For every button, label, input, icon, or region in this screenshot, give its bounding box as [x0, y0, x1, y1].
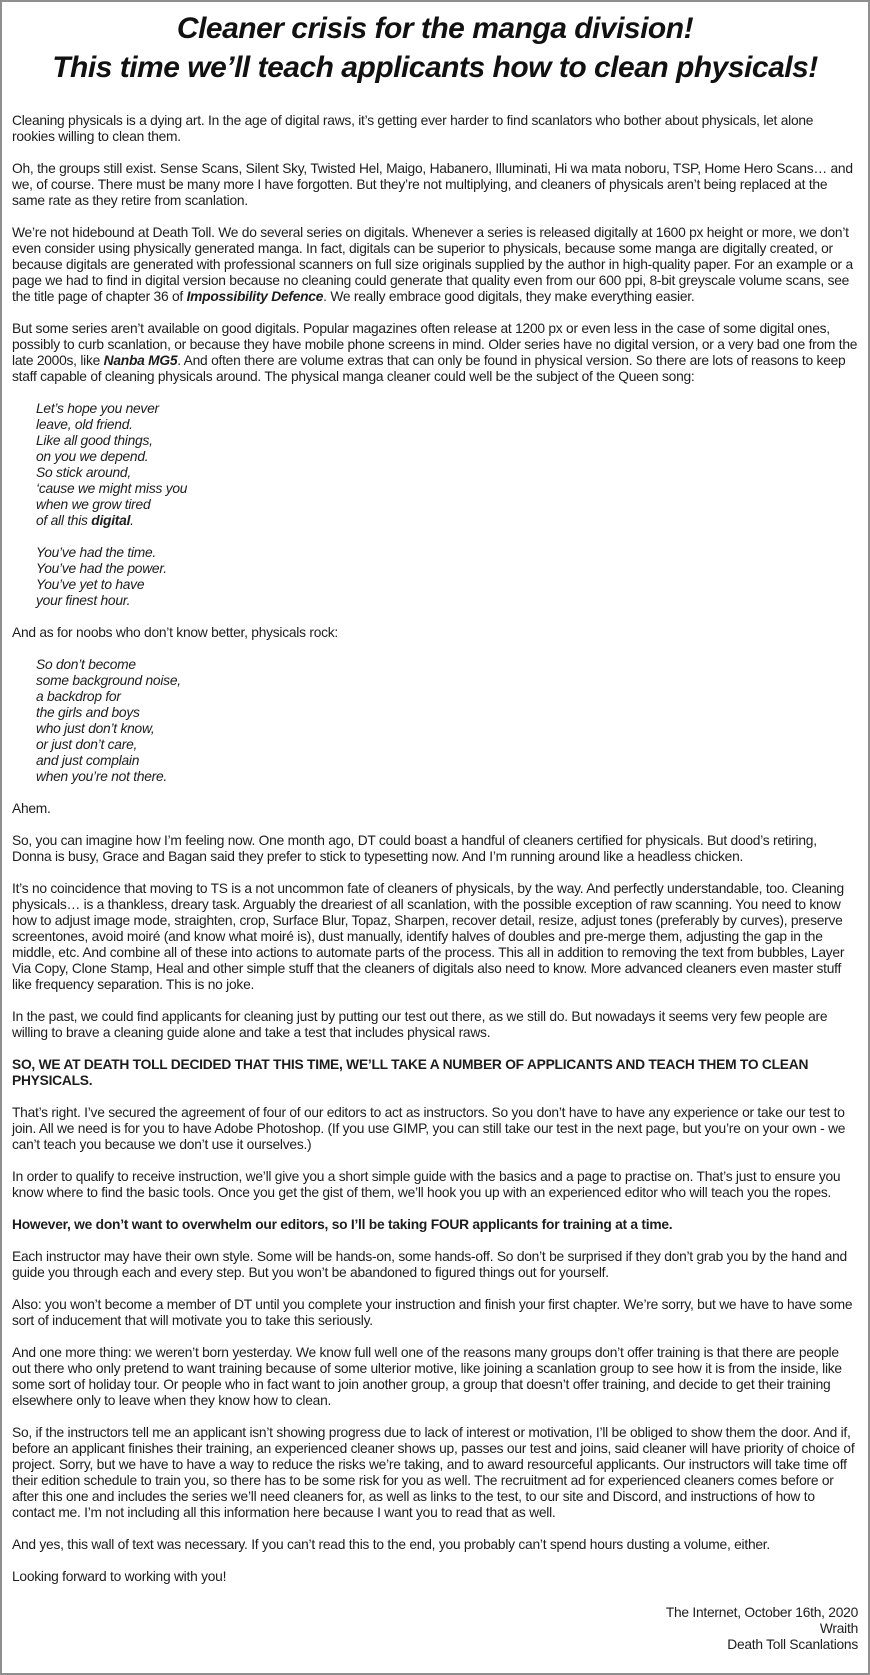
text-segment: on you we depend.	[36, 449, 149, 464]
poem-line	[36, 689, 858, 705]
paragraph	[12, 1425, 858, 1521]
text-segment: .	[130, 513, 134, 528]
signature-group: Death Toll Scanlations	[727, 1637, 858, 1652]
text-segment: or just don’t care,	[36, 737, 138, 752]
bold-paragraph	[12, 1217, 858, 1233]
paragraph	[12, 321, 858, 385]
signature-block	[12, 1605, 858, 1653]
text-segment: However, we don’t want to overwhelm our editors, so I’ll be taking FOUR applicants for training at a time.	[12, 1217, 673, 1232]
poem-block	[36, 545, 858, 609]
text-segment: Looking forward to working with you!	[12, 1569, 227, 1584]
text-segment: You’ve had the time.	[36, 545, 157, 560]
text-segment: So, if the instructors tell me an applicant isn’t showing progress due to lack of interest or motivation, I’ll be obliged to show them the door. And if, before an applicant finishes their training, an experienced cleaner shows up, passes our test and joins, said cleaner will have priority of choice of project. Sorry, but we have to have a way to reduce the risks we’re taking, and to award resourceful applicants. Our instructors will take time off their edition schedule to train you, so there has to be some risk for you as well. The recruitment ad for experienced cleaners comes before or after this one and includes the series we’ll need cleaners for, as well as links to the test, to our site and Discord, and instructions of how to contact me. I’m not including all this information here because I want you to read that as well.	[12, 1425, 855, 1520]
text-segment: Like all good things,	[36, 433, 153, 448]
page-title-line-1: Cleaner crisis for the manga division!	[176, 12, 694, 45]
text-segment: your finest hour.	[36, 593, 131, 608]
poem-line	[36, 513, 858, 529]
text-segment: a backdrop for	[36, 689, 121, 704]
text-segment: In order to qualify to receive instruction, we’ll give you a short simple guide with the basics and a page to practise on. That’s just to ensure you know where to find the basic tools. Once you get the gist of them, we’ll hook you up with an experienced editor who will teach you the ropes.	[12, 1169, 841, 1200]
text-segment: Also: you won’t become a member of DT until you complete your instruction and finish your first chapter. We’re sorry, but we have to have some sort of inducement that will motivate you to take this seriously.	[12, 1297, 853, 1328]
text-segment: So stick around,	[36, 465, 131, 480]
poem-line	[36, 465, 858, 481]
paragraph	[12, 225, 858, 305]
text-segment: We’re not hidebound at Death Toll. We do several series on digitals. Whenever a series is released digitally at 1600 px height or more, we don’t even consider using physically generated manga. In fact, digitals can be superior to physicals, because some manga are digitally created, or because digitals are generated with professional scanners on full size originals supplied by the author in high-quality paper. For an example or a page we had to find in digital version because no cleaning could generate that quality even from our 600 ppi, 8-bit greyscale volume scans, see the title page of chapter 36 of	[12, 225, 853, 304]
text-segment: digital	[91, 513, 131, 528]
paragraph	[12, 1537, 858, 1553]
paragraph	[12, 833, 858, 865]
poem-line	[36, 721, 858, 737]
paragraph	[12, 1297, 858, 1329]
poem-block	[36, 401, 858, 529]
poem-line	[36, 417, 858, 433]
text-segment: when you’re not there.	[36, 769, 168, 784]
paragraph	[12, 161, 858, 209]
poem-line	[36, 577, 858, 593]
text-segment: . And often there are volume extras that can only be found in physical version. So there are lots of reasons to keep staff capable of cleaning physicals around. The physical manga cleaner could well be the subject of the Queen song:	[12, 353, 846, 384]
poem-line	[36, 673, 858, 689]
paragraph	[12, 801, 858, 817]
poem-line	[36, 705, 858, 721]
text-segment: So don’t become	[36, 657, 136, 672]
text-segment: of all this	[36, 513, 92, 528]
text-segment: ‘cause we might miss you	[36, 481, 188, 496]
paragraph	[12, 1249, 858, 1281]
text-segment: Nanba MG5	[103, 353, 178, 368]
text-segment: some background noise,	[36, 673, 181, 688]
text-segment: In the past, we could find applicants for cleaning just by putting our test out there, as we still do. But nowadays it seems very few people are willing to brave a cleaning guide alone and take a test that includes physical raws.	[12, 1009, 828, 1040]
text-segment: And as for noobs who don’t know better, physicals rock:	[12, 625, 338, 640]
text-segment: You’ve had the power.	[36, 561, 167, 576]
text-segment: . We really embrace good digitals, they make everything easier.	[323, 289, 695, 304]
text-segment: who just don’t know,	[36, 721, 155, 736]
poem-line	[36, 737, 858, 753]
text-segment: SO, WE AT DEATH TOLL DECIDED THAT THIS TIME, WE’LL TAKE A NUMBER OF APPLICANTS AND TEACH THEM TO CLEAN PHYSICALS.	[12, 1057, 809, 1088]
poem-line	[36, 481, 858, 497]
text-segment: You’ve yet to have	[36, 577, 145, 592]
poem-line	[36, 401, 858, 417]
signature-date: The Internet, October 16th, 2020	[665, 1605, 858, 1620]
poem-block	[36, 657, 858, 785]
bold-paragraph	[12, 1057, 858, 1089]
document-body	[12, 113, 858, 1585]
poem-line	[36, 561, 858, 577]
poem-line	[36, 497, 858, 513]
poem-line	[36, 449, 858, 465]
poem-line	[36, 593, 858, 609]
text-segment: leave, old friend.	[36, 417, 133, 432]
text-segment: the girls and boys	[36, 705, 140, 720]
text-segment: But some series aren’t available on good digitals. Popular magazines often release at 1200 px or even less in the case of some digital ones, possibly to curb scanlation, or because they have mobile phone screens in mind. Older series have no digital version, or a very bad one from the late 2000s, like	[12, 321, 858, 368]
paragraph	[12, 1169, 858, 1201]
paragraph	[12, 1009, 858, 1041]
page-title-line-2: This time we’ll teach applicants how to clean physicals!	[52, 51, 818, 84]
page-title	[12, 9, 858, 87]
text-segment: Ahem.	[12, 801, 51, 816]
text-segment: And yes, this wall of text was necessary. If you can’t read this to the end, you probably can’t spend hours dusting a volume, either.	[12, 1537, 770, 1552]
paragraph	[12, 881, 858, 993]
text-segment: It’s no coincidence that moving to TS is a not uncommon fate of cleaners of physicals, by the way. And perfectly understandable, too. Cleaning physicals… is a thankless, dreary task. Arguably the dreariest of all scanlation, with the possible exception of raw scanning. You need to know how to adjust image mode, straighten, crop, Surface Blur, Topaz, Sharpen, recover detail, resize, adjust tones (preferably by curves), preserve screentones, avoid moiré (and know what moiré is), dust manually, identify halves of doubles and pre-merge them, adjusting the gap in the middle, etc. And combine all of these into actions to automate parts of the process. This all in addition to removing the text from bubbles, Layer Via Copy, Clone Stamp, Heal and other simple stuff that the cleaners of digitals also need to know. More advanced cleaners even master stuff like frequency separation. This is no joke.	[12, 881, 845, 992]
paragraph	[12, 113, 858, 145]
text-segment: Let’s hope you never	[36, 401, 159, 416]
paragraph	[12, 1345, 858, 1409]
text-segment: And one more thing: we weren’t born yesterday. We know full well one of the reasons many groups don’t offer training is that there are people out there who only pretend to want training because of some ulterior motive, like joining a scanlation group to see how it is from the inside, like some sort of holiday tour. Or people who in fact want to join another group, a group that doesn’t offer training, and decide to get their training elsewhere only to leave when they know how to clean.	[12, 1345, 842, 1408]
paragraph	[12, 1569, 858, 1585]
poem-line	[36, 753, 858, 769]
poem-line	[36, 769, 858, 785]
poem-line	[36, 657, 858, 673]
poem-line	[36, 545, 858, 561]
text-segment: Each instructor may have their own style. Some will be hands-on, some hands-off. So don’t be surprised if they don’t grab you by the hand and guide you through each and every step. But you won’t be abandoned to figured things out for yourself.	[12, 1249, 847, 1280]
text-segment: Oh, the groups still exist. Sense Scans, Silent Sky, Twisted Hel, Maigo, Habanero, Illuminati, Hi wa mata noboru, TSP, Home Hero Scans… and we, of course. There must be many more I have forgotten. But they’re not multiplying, and cleaners of physicals aren’t being replaced at the same rate as they retire from scanlation.	[12, 161, 853, 208]
signature-author: Wraith	[819, 1621, 858, 1636]
text-segment: and just complain	[36, 753, 140, 768]
text-segment: That’s right. I’ve secured the agreement of four of our editors to act as instructors. So you don’t have to have any experience or take our test to join. All we need is for you to have Adobe Photoshop. (If you use GIMP, you can still take our test in the next page, but you’re on your own - we can’t teach you because we don’t use it ourselves.)	[12, 1105, 846, 1152]
text-segment: So, you can imagine how I’m feeling now. One month ago, DT could boast a handful of cleaners certified for physicals. But dood’s retiring, Donna is busy, Grace and Bagan said they prefer to stick to typesetting now. And I’m running around like a headless chicken.	[12, 833, 817, 864]
paragraph	[12, 625, 858, 641]
poem-line	[36, 433, 858, 449]
text-segment: when we grow tired	[36, 497, 151, 512]
text-segment: Cleaning physicals is a dying art. In the age of digital raws, it’s getting ever harder to find scanlators who bother about physicals, let alone rookies willing to clean them.	[12, 113, 814, 144]
text-segment: Impossibility Defence	[186, 289, 324, 304]
paragraph	[12, 1105, 858, 1153]
